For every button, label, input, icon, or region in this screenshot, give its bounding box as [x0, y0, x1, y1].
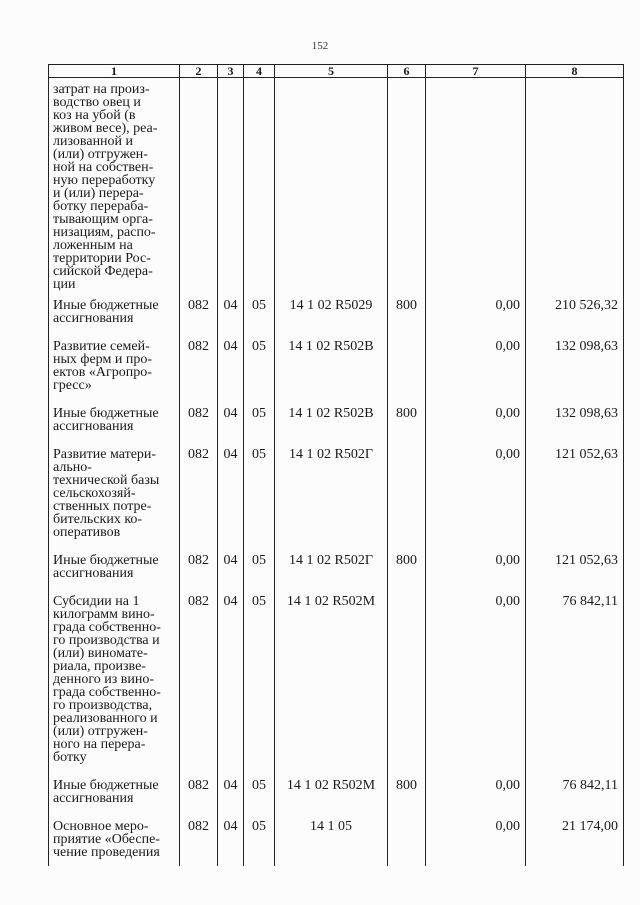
- amount-col-8-cell: [526, 78, 624, 292]
- expense-type-code-cell: [388, 812, 426, 866]
- expense-type-code: 800: [396, 553, 417, 568]
- ministry-code-cell: [180, 291, 218, 332]
- amount-col-7-cell: [426, 587, 526, 771]
- expense-type-code-cell: [388, 771, 426, 812]
- table-body: [49, 78, 624, 867]
- expense-type-code-cell: [388, 546, 426, 587]
- ministry-code: 082: [188, 339, 209, 354]
- subsection-code: 05: [252, 819, 266, 834]
- amount-col-7: 0,00: [495, 553, 520, 568]
- amount-col-7: 0,00: [495, 819, 520, 834]
- expense-type-code-cell: [388, 587, 426, 771]
- section-code: 04: [223, 339, 238, 354]
- table-header: [49, 65, 624, 78]
- expense-type-code: 800: [396, 406, 417, 421]
- subsection-code-cell: [244, 812, 275, 866]
- row-name: Иные бюджетные ассигнования: [53, 778, 159, 806]
- amount-col-7-cell: [426, 399, 526, 440]
- amount-col-8: 210 526,32: [555, 298, 618, 313]
- row-name-cell: [49, 587, 180, 771]
- amount-col-7: 0,00: [495, 594, 520, 609]
- section-code: 04: [223, 594, 238, 609]
- amount-col-7-cell: [426, 78, 526, 292]
- table-row: [49, 78, 624, 292]
- section-code-cell: [218, 440, 244, 546]
- ministry-code: 082: [188, 594, 209, 609]
- row-name-cell: [49, 399, 180, 440]
- amount-col-8-cell: [526, 812, 624, 866]
- table-row: [49, 546, 624, 587]
- subsection-code-cell: [244, 332, 275, 399]
- ministry-code-cell: [180, 587, 218, 771]
- section-code-cell: [218, 399, 244, 440]
- ministry-code: 082: [188, 553, 209, 568]
- amount-col-7: 0,00: [495, 298, 520, 313]
- section-code-cell: [218, 291, 244, 332]
- column-header-7: 7: [426, 65, 526, 78]
- target-article-code-cell: [275, 291, 388, 332]
- row-name: Иные бюджетные ассигнования: [53, 553, 159, 581]
- amount-col-8-cell: [526, 587, 624, 771]
- table-row: [49, 291, 624, 332]
- table-row: [49, 771, 624, 812]
- column-header-4: 4: [244, 65, 275, 78]
- amount-col-8-cell: [526, 332, 624, 399]
- amount-col-8: 76 842,11: [562, 778, 618, 793]
- amount-col-7: 0,00: [495, 339, 520, 354]
- target-article-code-cell: [275, 546, 388, 587]
- section-code: 04: [223, 778, 238, 793]
- target-article-code-cell: [275, 812, 388, 866]
- ministry-code: 082: [188, 778, 209, 793]
- column-header-3: 3: [218, 65, 244, 78]
- expense-type-code-cell: [388, 78, 426, 292]
- target-article-code-cell: [275, 332, 388, 399]
- table-row: [49, 440, 624, 546]
- ministry-code-cell: [180, 546, 218, 587]
- amount-col-8-cell: [526, 546, 624, 587]
- amount-col-7: 0,00: [495, 447, 520, 462]
- target-article-code-cell: [275, 771, 388, 812]
- table-row: [49, 812, 624, 866]
- ministry-code-cell: [180, 440, 218, 546]
- amount-col-8: 121 052,63: [555, 447, 618, 462]
- amount-col-8-cell: [526, 771, 624, 812]
- subsection-code: 05: [252, 594, 266, 609]
- target-article-code: 14 1 02 R502В: [288, 406, 374, 421]
- target-article-code-cell: [275, 399, 388, 440]
- target-article-code: 14 1 02 R502В: [288, 339, 374, 354]
- header-row: [49, 65, 624, 78]
- row-name-cell: [49, 440, 180, 546]
- row-name-cell: [49, 771, 180, 812]
- expense-type-code-cell: [388, 440, 426, 546]
- expense-type-code: 800: [396, 298, 417, 313]
- row-name: Развитие семей- ных ферм и про- ектов «Агропро- гресс»: [53, 339, 152, 393]
- target-article-code: 14 1 02 R5029: [289, 298, 373, 313]
- subsection-code: 05: [252, 406, 266, 421]
- ministry-code: 082: [188, 447, 209, 462]
- ministry-code-cell: [180, 399, 218, 440]
- section-code: 04: [223, 447, 238, 462]
- target-article-code: 14 1 05: [310, 819, 352, 834]
- section-code-cell: [218, 771, 244, 812]
- amount-col-7-cell: [426, 771, 526, 812]
- target-article-code-cell: [275, 440, 388, 546]
- target-article-code: 14 1 02 R502М: [286, 778, 376, 793]
- subsection-code: 05: [252, 447, 266, 462]
- target-article-code: 14 1 02 R502Г: [289, 447, 373, 462]
- ministry-code-cell: [180, 771, 218, 812]
- ministry-code-cell: [180, 332, 218, 399]
- table-row: [49, 332, 624, 399]
- expense-type-code-cell: [388, 332, 426, 399]
- section-code: 04: [223, 553, 238, 568]
- amount-col-7-cell: [426, 332, 526, 399]
- amount-col-8-cell: [526, 291, 624, 332]
- ministry-code-cell: [180, 812, 218, 866]
- column-header-5: 5: [275, 65, 388, 78]
- budget-table: [48, 64, 624, 866]
- section-code-cell: [218, 587, 244, 771]
- row-name-cell: [49, 78, 180, 292]
- target-article-code: 14 1 02 R502Г: [289, 553, 373, 568]
- ministry-code-cell: [180, 78, 218, 292]
- column-header-6: 6: [388, 65, 426, 78]
- amount-col-8: 132 098,63: [555, 406, 618, 421]
- subsection-code-cell: [244, 587, 275, 771]
- row-name-cell: [49, 812, 180, 866]
- subsection-code: 05: [252, 778, 266, 793]
- page-number: 152: [311, 40, 329, 52]
- column-header-2: 2: [180, 65, 218, 78]
- subsection-code-cell: [244, 440, 275, 546]
- section-code-cell: [218, 546, 244, 587]
- ministry-code: 082: [188, 298, 209, 313]
- subsection-code-cell: [244, 291, 275, 332]
- section-code: 04: [223, 298, 238, 313]
- row-name: Развитие матери- ально- технической базы сельскохозяй- ственных потре- бительских ко- оперативов: [53, 447, 160, 540]
- target-article-code-cell: [275, 78, 388, 292]
- ministry-code: 082: [188, 406, 209, 421]
- subsection-code: 05: [252, 298, 266, 313]
- expense-type-code-cell: [388, 399, 426, 440]
- section-code: 04: [223, 406, 238, 421]
- amount-col-7-cell: [426, 440, 526, 546]
- row-name: Иные бюджетные ассигнования: [53, 298, 159, 326]
- subsection-code-cell: [244, 78, 275, 292]
- table-row: [49, 399, 624, 440]
- amount-col-8: 21 174,00: [562, 819, 618, 834]
- row-name-cell: [49, 332, 180, 399]
- column-header-8: 8: [526, 65, 624, 78]
- expense-type-code-cell: [388, 291, 426, 332]
- amount-col-8: 76 842,11: [562, 594, 618, 609]
- row-name-cell: [49, 291, 180, 332]
- section-code-cell: [218, 812, 244, 866]
- amount-col-7: 0,00: [495, 778, 520, 793]
- row-name: Основное меро- приятие «Обеспе- чение проведения: [53, 819, 160, 860]
- subsection-code-cell: [244, 771, 275, 812]
- section-code-cell: [218, 78, 244, 292]
- column-header-1: 1: [49, 65, 180, 78]
- subsection-code: 05: [252, 553, 266, 568]
- target-article-code-cell: [275, 587, 388, 771]
- ministry-code: 082: [188, 819, 209, 834]
- amount-col-7-cell: [426, 546, 526, 587]
- amount-col-7-cell: [426, 291, 526, 332]
- section-code-cell: [218, 332, 244, 399]
- row-name: Субсидии на 1 килограмм вино- града собственно- го производства и (или) виномате- риала, произве- денного из вино- града собственно- го производства, реализованного и (или) отгружен- ного на перера- ботку: [53, 594, 161, 765]
- row-name: Иные бюджетные ассигнования: [53, 406, 159, 434]
- expense-type-code: 800: [396, 778, 417, 793]
- row-name-cell: [49, 546, 180, 587]
- subsection-code-cell: [244, 546, 275, 587]
- row-name: затрат на произ- водство овец и коз на убой (в живом весе), реа- лизованной и (или) отгружен- ной на собствен- ную переработку и (или) перера- ботку перераба- тывающим орга- низациям, распо- ложенным на территории Рос- сийской Федера- ции: [53, 82, 158, 292]
- amount-col-8-cell: [526, 399, 624, 440]
- subsection-code: 05: [252, 339, 266, 354]
- amount-col-8: 121 052,63: [555, 553, 618, 568]
- amount-col-7: 0,00: [495, 406, 520, 421]
- amount-col-8-cell: [526, 440, 624, 546]
- subsection-code-cell: [244, 399, 275, 440]
- table-row: [49, 587, 624, 771]
- section-code: 04: [223, 819, 238, 834]
- amount-col-8: 132 098,63: [555, 339, 618, 354]
- target-article-code: 14 1 02 R502М: [286, 594, 376, 609]
- amount-col-7-cell: [426, 812, 526, 866]
